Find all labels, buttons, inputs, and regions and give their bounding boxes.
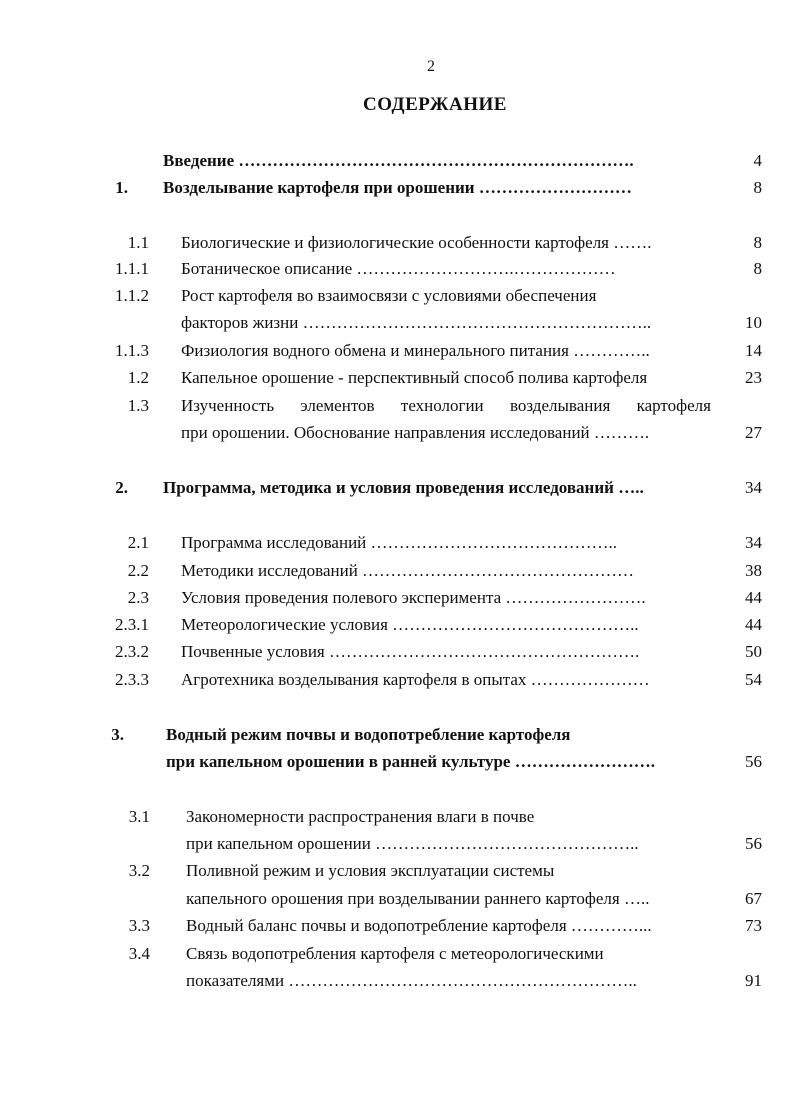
toc-entry-1-2-label: Капельное орошение - перспективный способ полива картофеля: [181, 368, 648, 387]
toc-entry-2-3-label: Условия проведения полевого эксперимента …………………….: [181, 588, 646, 607]
toc-entry-1-1-2-number: 1.1.2: [115, 286, 149, 305]
toc-entry-2-label: Программа, методика и условия проведения исследований …..: [163, 478, 644, 497]
toc-entry-1-number: 1.: [115, 178, 128, 197]
toc-entry-3-1-number: 3.1: [128, 807, 150, 826]
toc-entry-2-3-1-page: 44: [745, 615, 762, 634]
toc-entry-1-1-3-page: 14: [745, 341, 762, 360]
toc-entry-1-1-1-page: 8: [753, 259, 762, 278]
toc-entry-3-4-line2: показателями ……………………………………………………..: [186, 971, 637, 990]
toc-entry-3-3-number: 3.3: [128, 916, 150, 935]
toc-entry-2-2-label: Методики исследований …………………………………………: [181, 561, 635, 580]
toc-entry-intro-label: Введение …………………………………………………………….: [163, 151, 634, 170]
toc-entry-1-1-2-page: 10: [745, 313, 762, 332]
toc-entry-2-1-page: 34: [745, 533, 762, 552]
toc-entry-1-label: Возделывание картофеля при орошении ………………………: [163, 178, 632, 197]
toc-entry-1-1-1-number: 1.1.1: [115, 259, 149, 278]
toc-entry-1-2-number: 1.2: [127, 368, 149, 387]
toc-entry-2-1-label: Программа исследований ……………………………………..: [181, 533, 618, 552]
page-title: СОДЕРЖАНИЕ: [363, 94, 507, 115]
toc-entry-2-3-3-page: 54: [745, 670, 762, 689]
toc-entry-3-4-number: 3.4: [128, 944, 150, 963]
toc-entry-1-3-line1: Изученность элементов технологии возделывания картофеля: [181, 396, 711, 415]
toc-entry-1-3-line2: при орошении. Обоснование направления исследований ……….: [181, 423, 650, 442]
toc-entry-1-1-number: 1.1: [127, 233, 149, 252]
toc-entry-1-1-2-line2: факторов жизни ……………………………………………………..: [181, 313, 652, 332]
toc-entry-2-3-2-label: Почвенные условия ……………………………………………….: [181, 642, 640, 661]
toc-entry-3-1-page: 56: [745, 834, 762, 853]
toc-entry-3-number: 3.: [111, 725, 124, 744]
toc-entry-1-1-1-label: Ботаническое описание ……………………….………………: [181, 259, 616, 278]
toc-entry-intro-page: 4: [753, 151, 762, 170]
toc-entry-3-1-line2: при капельном орошении ………………………………………..: [186, 834, 639, 853]
toc-entry-2-3-number: 2.3: [127, 588, 149, 607]
toc-entry-2-page: 34: [745, 478, 762, 497]
toc-entry-2-3-2-number: 2.3.2: [115, 642, 149, 661]
toc-entry-3-2-page: 67: [745, 889, 762, 908]
toc-entry-3-line2: при капельном орошении в ранней культуре …………………….: [166, 752, 655, 771]
toc-entry-1-2-page: 23: [745, 368, 762, 387]
toc-entry-2-3-3-number: 2.3.3: [115, 670, 149, 689]
toc-entry-1-1-2-line1: Рост картофеля во взаимосвязи с условиями обеспечения: [181, 286, 597, 305]
toc-entry-1-3-page: 27: [745, 423, 762, 442]
toc-entry-3-page: 56: [745, 752, 762, 771]
toc-entry-1-3-number: 1.3: [127, 396, 149, 415]
toc-entry-3-3-label: Водный баланс почвы и водопотребление картофеля …………...: [186, 916, 652, 935]
toc-entry-3-line1: Водный режим почвы и водопотребление картофеля: [166, 725, 571, 744]
toc-entry-1-page: 8: [753, 178, 762, 197]
toc-entry-2-3-2-page: 50: [745, 642, 762, 661]
toc-entry-3-2-line2: капельного орошения при возделывании раннего картофеля …..: [186, 889, 650, 908]
toc-entry-3-2-line1: Поливной режим и условия эксплуатации системы: [186, 861, 555, 880]
toc-entry-3-1-line1: Закономерности распространения влаги в почве: [186, 807, 535, 826]
toc-entry-1-1-label: Биологические и физиологические особенности картофеля …….: [181, 233, 652, 252]
toc-entry-2-3-1-number: 2.3.1: [115, 615, 149, 634]
toc-entry-2-1-number: 2.1: [127, 533, 149, 552]
toc-entry-3-3-page: 73: [745, 916, 762, 935]
toc-entry-2-2-number: 2.2: [127, 561, 149, 580]
toc-entry-3-4-line1: Связь водопотребления картофеля с метеорологическими: [186, 944, 604, 963]
toc-entry-1-1-page: 8: [753, 233, 762, 252]
toc-entry-2-3-page: 44: [745, 588, 762, 607]
page-number: 2: [427, 58, 435, 75]
toc-entry-2-3-3-label: Агротехника возделывания картофеля в опытах …………………: [181, 670, 650, 689]
toc-entry-1-1-3-number: 1.1.3: [115, 341, 149, 360]
toc-entry-2-number: 2.: [115, 478, 128, 497]
toc-entry-2-2-page: 38: [745, 561, 762, 580]
toc-entry-1-1-3-label: Физиология водного обмена и минерального питания …………..: [181, 341, 650, 360]
toc-entry-3-2-number: 3.2: [128, 861, 150, 880]
toc-entry-3-4-page: 91: [745, 971, 762, 990]
toc-entry-2-3-1-label: Метеорологические условия ……………………………………..: [181, 615, 639, 634]
